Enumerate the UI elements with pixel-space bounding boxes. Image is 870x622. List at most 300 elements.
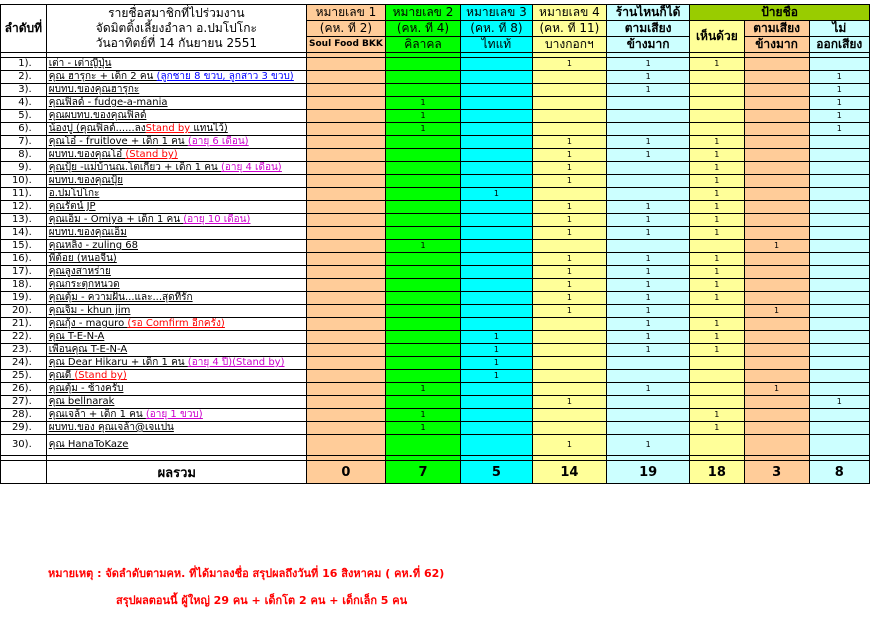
vote-cell: 1: [690, 188, 744, 201]
vote-cell: 1: [461, 370, 533, 383]
member-name-text: ผบทบ.ของคุณโอ๋: [48, 149, 126, 160]
footnote-line2: สรุปผลตอนนี้ ผู้ใหญ่ 29 คน + เด็กโต 2 คน + เด็กเล็ก 5 คน: [116, 594, 408, 607]
vote-cell: 1: [690, 344, 744, 357]
table-row: [1, 97, 870, 110]
vote-cell: [532, 188, 606, 201]
vote-cell: [385, 149, 460, 162]
vote-cell: [809, 383, 869, 396]
vote-cell: [744, 227, 809, 240]
member-name: [46, 175, 306, 188]
vote-cell: 1: [607, 149, 690, 162]
table-row: [1, 370, 870, 383]
table-row: [1, 409, 870, 422]
header-seq: ลำดับที่: [1, 5, 47, 53]
vote-cell: [461, 123, 533, 136]
vote-cell: [461, 110, 533, 123]
vote-cell: [307, 149, 386, 162]
vote-cell: 1: [744, 383, 809, 396]
vote-cell: 1: [690, 149, 744, 162]
row-number: 30).: [1, 435, 47, 456]
vote-cell: [809, 409, 869, 422]
vote-cell: [809, 344, 869, 357]
vote-cell: [307, 266, 386, 279]
vote-cell: [307, 214, 386, 227]
vote-cell: [307, 331, 386, 344]
vote-cell: [385, 136, 460, 149]
vote-cell: [809, 136, 869, 149]
member-name: [46, 136, 306, 149]
vote-cell: [690, 357, 744, 370]
vote-cell: [461, 227, 533, 240]
vote-cell: 1: [690, 175, 744, 188]
member-name: [46, 71, 306, 84]
vote-cell: [744, 149, 809, 162]
table-row: [1, 227, 870, 240]
vote-cell: [744, 58, 809, 71]
header-c1-l2: (คห. ที่ 4): [385, 21, 460, 37]
member-name: [46, 292, 306, 305]
vote-cell: [744, 422, 809, 435]
member-name-text: คุณหลิง - zuling 68: [48, 240, 139, 251]
member-note: (รอ Comfirm อีกครั้ง): [127, 318, 225, 329]
vote-cell: [744, 97, 809, 110]
vote-cell: [385, 175, 460, 188]
total-value: 14: [532, 461, 606, 484]
vote-cell: [461, 292, 533, 305]
header-c2-l3: ไทแท้: [461, 37, 533, 53]
table-row: [1, 214, 870, 227]
vote-cell: 1: [532, 214, 606, 227]
member-name-text: เพื่อนคุณ T-E-N-A: [48, 344, 128, 355]
vote-cell: [307, 58, 386, 71]
total-value: 7: [385, 461, 460, 484]
row-number: 26).: [1, 383, 47, 396]
vote-cell: [744, 71, 809, 84]
member-name: [46, 279, 306, 292]
vote-cell: [809, 175, 869, 188]
vote-cell: [307, 201, 386, 214]
member-note: (อายุ 4 ปี): [187, 357, 233, 368]
table-row: [1, 175, 870, 188]
member-name-text: คุณกุ้ง - maguro: [48, 318, 128, 329]
vote-cell: [744, 279, 809, 292]
vote-cell: [744, 123, 809, 136]
member-name-text: คุณกระตุกหนวด: [48, 279, 120, 290]
vote-cell: [385, 253, 460, 266]
vote-cell: [385, 331, 460, 344]
totals-label: ผลรวม: [46, 461, 306, 484]
member-name-text: อ.ปมโปโกะ: [48, 188, 100, 199]
header-c4-l1: ร้านไหนก็ได้: [607, 5, 690, 21]
vote-cell: [809, 279, 869, 292]
vote-cell: 1: [607, 71, 690, 84]
row-number: 16).: [1, 253, 47, 266]
vote-cell: 1: [690, 214, 744, 227]
header-c0-l3: Soul Food BKK: [307, 37, 386, 53]
vote-cell: 1: [607, 344, 690, 357]
vote-cell: [307, 370, 386, 383]
row-number: 8).: [1, 149, 47, 162]
table-row: [1, 110, 870, 123]
header-c6-l2: ข้างมาก: [744, 37, 809, 53]
member-note-tail: แทนไว้): [190, 123, 228, 134]
member-name: [46, 383, 306, 396]
vote-cell: [690, 435, 744, 456]
header-c5: เห็นด้วย: [690, 21, 744, 53]
vote-cell: [385, 266, 460, 279]
header-c3-l1: หมายเลข 4: [532, 5, 606, 21]
vote-cell: [461, 409, 533, 422]
table-row: [1, 292, 870, 305]
table-row: [1, 162, 870, 175]
vote-cell: 1: [690, 58, 744, 71]
vote-cell: 1: [607, 279, 690, 292]
member-name-text: คุณเจล้า + เด็ก 1 คน: [48, 409, 146, 420]
vote-cell: [607, 188, 690, 201]
vote-cell: 1: [607, 214, 690, 227]
vote-cell: [744, 435, 809, 456]
vote-cell: [744, 188, 809, 201]
row-number: 23).: [1, 344, 47, 357]
vote-cell: 1: [607, 318, 690, 331]
member-name-text: ผบทบ.ของคุณเอ็ม: [48, 227, 127, 238]
vote-cell: [532, 97, 606, 110]
table-row: [1, 396, 870, 409]
member-name-text: คุณ T-E-N-A: [48, 331, 105, 342]
table-row: [1, 305, 870, 318]
vote-cell: 1: [690, 331, 744, 344]
vote-cell: [690, 305, 744, 318]
vote-cell: [744, 292, 809, 305]
vote-cell: 1: [461, 331, 533, 344]
row-number: 1).: [1, 58, 47, 71]
vote-cell: [461, 435, 533, 456]
vote-cell: [307, 318, 386, 331]
vote-cell: [307, 162, 386, 175]
vote-cell: 1: [607, 201, 690, 214]
member-name: [46, 84, 306, 97]
member-name: [46, 253, 306, 266]
row-number: 27).: [1, 396, 47, 409]
table-row: [1, 149, 870, 162]
table-row: [1, 266, 870, 279]
table-row: [1, 279, 870, 292]
vote-cell: [809, 188, 869, 201]
vote-cell: 1: [809, 71, 869, 84]
vote-cell: [690, 97, 744, 110]
vote-cell: [744, 266, 809, 279]
row-number: 22).: [1, 331, 47, 344]
vote-cell: [307, 110, 386, 123]
row-number: 28).: [1, 409, 47, 422]
vote-cell: [532, 318, 606, 331]
vote-cell: [744, 253, 809, 266]
header-c1-l3: คิลาคล: [385, 37, 460, 53]
member-name: [46, 331, 306, 344]
vote-cell: [461, 318, 533, 331]
vote-cell: 1: [690, 253, 744, 266]
vote-cell: [809, 201, 869, 214]
vote-cell: [532, 240, 606, 253]
vote-cell: 1: [690, 422, 744, 435]
vote-cell: [690, 123, 744, 136]
row-number: 17).: [1, 266, 47, 279]
member-name-text: คุณ Dear Hikaru + เด็ก 1 คน: [48, 357, 188, 368]
totals-row: [1, 461, 870, 484]
table-row: [1, 357, 870, 370]
vote-cell: 1: [532, 136, 606, 149]
member-name-text: คุณปุ้ย -แม่บ้านณ.โตเกียว + เด็ก 1 คน: [48, 162, 221, 173]
vote-cell: [307, 175, 386, 188]
vote-cell: [307, 227, 386, 240]
vote-cell: [607, 110, 690, 123]
vote-cell: 1: [809, 110, 869, 123]
vote-cell: [809, 214, 869, 227]
header-c2-l2: (คห. ที่ 8): [461, 21, 533, 37]
vote-cell: 1: [607, 84, 690, 97]
member-name-text: พี่ต้อย (หนอจีน): [48, 253, 117, 264]
vote-cell: [307, 240, 386, 253]
vote-cell: [744, 136, 809, 149]
sheet-title: [46, 5, 306, 53]
vote-cell: 1: [607, 305, 690, 318]
vote-cell: [607, 409, 690, 422]
row-number: 12).: [1, 201, 47, 214]
vote-cell: [744, 162, 809, 175]
member-name: [46, 214, 306, 227]
vote-cell: [385, 214, 460, 227]
vote-cell: [690, 71, 744, 84]
vote-cell: [461, 266, 533, 279]
vote-cell: [307, 409, 386, 422]
member-name-text: ผบทบ.ของคุณปุ้ย: [48, 175, 123, 186]
row-number: 21).: [1, 318, 47, 331]
vote-cell: [385, 318, 460, 331]
member-name-text: คุณจิ๋ม - khun jim: [48, 305, 131, 316]
vote-cell: 1: [690, 409, 744, 422]
table-row: [1, 201, 870, 214]
member-note: (Stand by): [125, 149, 178, 160]
vote-cell: [744, 344, 809, 357]
table-row: [1, 383, 870, 396]
member-name-text: คุณ ฮารุกะ + เด็ก 2 คน: [48, 71, 157, 82]
vote-cell: [385, 305, 460, 318]
vote-cell: [744, 331, 809, 344]
vote-cell: 1: [532, 175, 606, 188]
vote-cell: [607, 422, 690, 435]
vote-cell: 1: [690, 136, 744, 149]
row-number: 7).: [1, 136, 47, 149]
vote-cell: [690, 84, 744, 97]
vote-cell: [385, 201, 460, 214]
header-c3-l2: (คห. ที่ 11): [532, 21, 606, 37]
vote-cell: [461, 97, 533, 110]
vote-cell: [307, 344, 386, 357]
member-name: [46, 435, 306, 456]
vote-cell: [307, 383, 386, 396]
vote-cell: [461, 240, 533, 253]
vote-cell: [307, 136, 386, 149]
vote-cell: [607, 162, 690, 175]
member-name: [46, 58, 306, 71]
member-name-text: น้องปู (คุณฟิลด์......ลง: [48, 123, 146, 134]
vote-cell: [307, 71, 386, 84]
vote-cell: [744, 409, 809, 422]
vote-cell: 1: [385, 240, 460, 253]
vote-cell: [744, 175, 809, 188]
table-row: [1, 84, 870, 97]
vote-cell: [307, 188, 386, 201]
vote-cell: [809, 435, 869, 456]
vote-cell: 1: [607, 136, 690, 149]
vote-cell: [385, 227, 460, 240]
vote-cell: 1: [607, 58, 690, 71]
vote-cell: [532, 344, 606, 357]
table-row: [1, 188, 870, 201]
row-number: 2).: [1, 71, 47, 84]
row-number: 5).: [1, 110, 47, 123]
vote-cell: 1: [607, 383, 690, 396]
vote-cell: 1: [607, 253, 690, 266]
vote-cell: [690, 240, 744, 253]
vote-cell: 1: [385, 422, 460, 435]
vote-cell: 1: [532, 292, 606, 305]
vote-cell: [809, 422, 869, 435]
vote-cell: 1: [690, 227, 744, 240]
vote-cell: [809, 240, 869, 253]
vote-cell: 1: [532, 149, 606, 162]
vote-cell: [461, 396, 533, 409]
vote-cell: [385, 279, 460, 292]
member-name-text: เต่า - เต่าญี่ปุ่น: [48, 58, 112, 69]
row-number: 9).: [1, 162, 47, 175]
vote-cell: [809, 305, 869, 318]
vote-cell: [307, 357, 386, 370]
total-value: 19: [607, 461, 690, 484]
vote-cell: 1: [607, 227, 690, 240]
vote-cell: [809, 331, 869, 344]
vote-cell: [461, 214, 533, 227]
member-note2: (Stand by): [232, 357, 285, 368]
member-table: [0, 4, 870, 484]
member-note: (Stand by): [74, 370, 127, 381]
vote-cell: [809, 227, 869, 240]
vote-cell: [307, 422, 386, 435]
member-name-text: คุณฟิ้ลด์ - fudge-a-mania: [48, 97, 168, 108]
vote-cell: [385, 58, 460, 71]
title-line1: รายชื่อสมาชิกที่ไปร่วมงาน: [108, 6, 245, 20]
vote-cell: [532, 370, 606, 383]
member-name: [46, 370, 306, 383]
vote-cell: 1: [385, 123, 460, 136]
member-name: [46, 344, 306, 357]
header-c6-l1: ตามเสียง: [744, 21, 809, 37]
vote-cell: 1: [532, 253, 606, 266]
vote-cell: [607, 175, 690, 188]
vote-cell: [532, 383, 606, 396]
vote-cell: 1: [461, 344, 533, 357]
vote-cell: [307, 396, 386, 409]
vote-cell: [532, 123, 606, 136]
total-value: 5: [461, 461, 533, 484]
vote-cell: 1: [744, 240, 809, 253]
vote-cell: 1: [532, 279, 606, 292]
vote-cell: 1: [809, 396, 869, 409]
member-name: [46, 188, 306, 201]
vote-cell: 1: [607, 266, 690, 279]
table-row: [1, 240, 870, 253]
vote-cell: [307, 435, 386, 456]
row-number: 14).: [1, 227, 47, 240]
vote-cell: [690, 383, 744, 396]
table-row: [1, 71, 870, 84]
vote-cell: [607, 240, 690, 253]
table-row: [1, 123, 870, 136]
vote-cell: 1: [690, 279, 744, 292]
vote-cell: [744, 370, 809, 383]
member-name: [46, 227, 306, 240]
header-c7-l1: ไม่: [809, 21, 869, 37]
member-note: (อายุ 1 ขวบ): [145, 409, 203, 420]
vote-cell: [532, 331, 606, 344]
member-note: (อายุ 6 เดือน): [187, 136, 249, 147]
header-c4-l2: ตามเสียง: [607, 21, 690, 37]
member-name-text: คุณ bellnarak: [48, 396, 115, 407]
vote-cell: 1: [690, 201, 744, 214]
vote-cell: [461, 58, 533, 71]
footnote-line1: หมายเหตุ : จัดลำดับตามคห. ที่ได้มาลงชื่อ สรุปผลถึงวันที่ 16 สิงหาคม ( คห.ที่ 62): [48, 567, 445, 580]
header-c0-l1: หมายเลข 1: [307, 5, 386, 21]
vote-cell: 1: [809, 123, 869, 136]
member-name-text: คุณผบทบ.ของคุณฟิลด์: [48, 110, 147, 121]
member-name: [46, 305, 306, 318]
row-number: 25).: [1, 370, 47, 383]
member-name-text: คุณดี้: [48, 370, 75, 381]
vote-cell: 1: [532, 396, 606, 409]
vote-cell: 1: [461, 357, 533, 370]
vote-cell: [607, 396, 690, 409]
vote-cell: [809, 370, 869, 383]
vote-cell: [607, 97, 690, 110]
row-number: 15).: [1, 240, 47, 253]
member-note: (อายุ 4 เดือน): [220, 162, 282, 173]
vote-cell: 1: [385, 97, 460, 110]
member-name-text: ผบทบ.ของ คุณเจล้า@เจแปน: [48, 422, 174, 433]
vote-cell: [307, 305, 386, 318]
vote-cell: [385, 357, 460, 370]
vote-cell: 1: [532, 305, 606, 318]
row-number: 6).: [1, 123, 47, 136]
vote-cell: [461, 162, 533, 175]
vote-cell: 1: [385, 409, 460, 422]
vote-cell: 1: [690, 162, 744, 175]
row-number: 24).: [1, 357, 47, 370]
header-c2-l1: หมายเลข 3: [461, 5, 533, 21]
member-name: [46, 97, 306, 110]
vote-cell: [809, 318, 869, 331]
vote-cell: 1: [532, 162, 606, 175]
vote-cell: [385, 344, 460, 357]
total-value: 8: [809, 461, 869, 484]
total-value: 3: [744, 461, 809, 484]
row-number: 4).: [1, 97, 47, 110]
vote-cell: 1: [809, 84, 869, 97]
member-name: [46, 357, 306, 370]
total-value: 0: [307, 461, 386, 484]
vote-cell: 1: [607, 331, 690, 344]
vote-cell: 1: [532, 435, 606, 456]
vote-cell: 1: [690, 292, 744, 305]
